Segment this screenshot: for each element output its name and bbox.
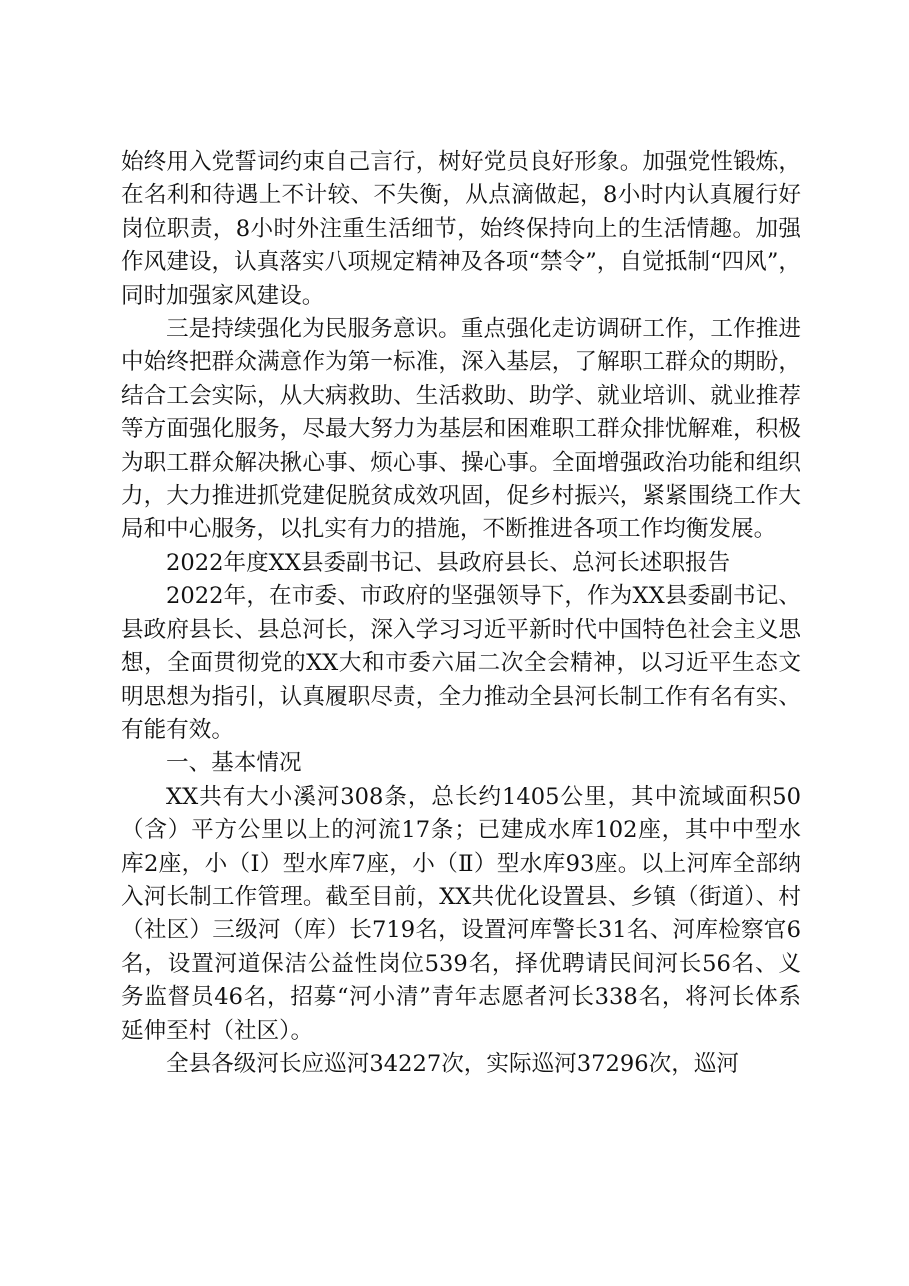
paragraph-river-statistics: XX共有大小溪河308条，总长约1405公里，其中流域面积50（含）平方公里以上的河流17条；已建成水库102座，其中中型水库2座，小（Ⅰ）型水库7座，小（Ⅱ）型水库93座。以上河库全部纳入河长制工作管理。截至目前，XX共优化设置县、乡镇（街道）、村（社区）三级河（库）长719名，设置河库警长31名、河库检察官6名，设置河道保洁公益性岗位539名，择优聘请民间河长56名、义务监督员46名，招募“河小清”青年志愿者河长338名，将河长体系延伸至村（社区）。 — [121, 783, 801, 1044]
paragraph-service-awareness: 三是持续强化为民服务意识。重点强化走访调研工作，工作推进中始终把群众满意作为第一标准，深入基层，了解职工群众的期盼，结合工会实际，从大病救助、生活救助、助学、就业培训、就业推荐等方面强化服务，尽最大努力为基层和困难职工群众排忧解难，积极为职工群众解决揪心事、烦心事、操心事。全面增强政治功能和组织力，大力推进抓党建促脱贫成效巩固，促乡村振兴，紧紧围绕工作大局和中心服务，以扎实有力的措施，不断推进各项工作均衡发展。 — [121, 316, 801, 543]
paragraph-report-intro: 2022年，在市委、市政府的坚强领导下，作为XX县委副书记、县政府县长、县总河长，深入学习习近平新时代中国特色社会主义思想，全面贯彻党的XX大和市委六届二次全会精神，以习近平生态文明思想为指引，认真履职尽责，全力推动全县河长制工作有名有实、有能有效。 — [121, 583, 801, 743]
document-page — [121, 146, 801, 1081]
paragraph-party-conduct: 始终用入党誓词约束自己言行，树好党员良好形象。加强党性锻炼，在名利和待遇上不计较、不失衡，从点滴做起，8小时内认真履行好岗位职责，8小时外注重生活细节，始终保持向上的生活情趣。加强作风建设，认真落实八项规定精神及各项“禁令”，自觉抵制“四风”，同时加强家风建设。 — [121, 149, 801, 309]
section-heading-basic-situation: 一、基本情况 — [166, 750, 302, 777]
paragraph-patrol-statistics: 全县各级河长应巡河34227次，实际巡河37296次，巡河 — [166, 1050, 740, 1077]
report-title: 2022年度XX县委副书记、县政府县长、总河长述职报告 — [166, 549, 731, 576]
